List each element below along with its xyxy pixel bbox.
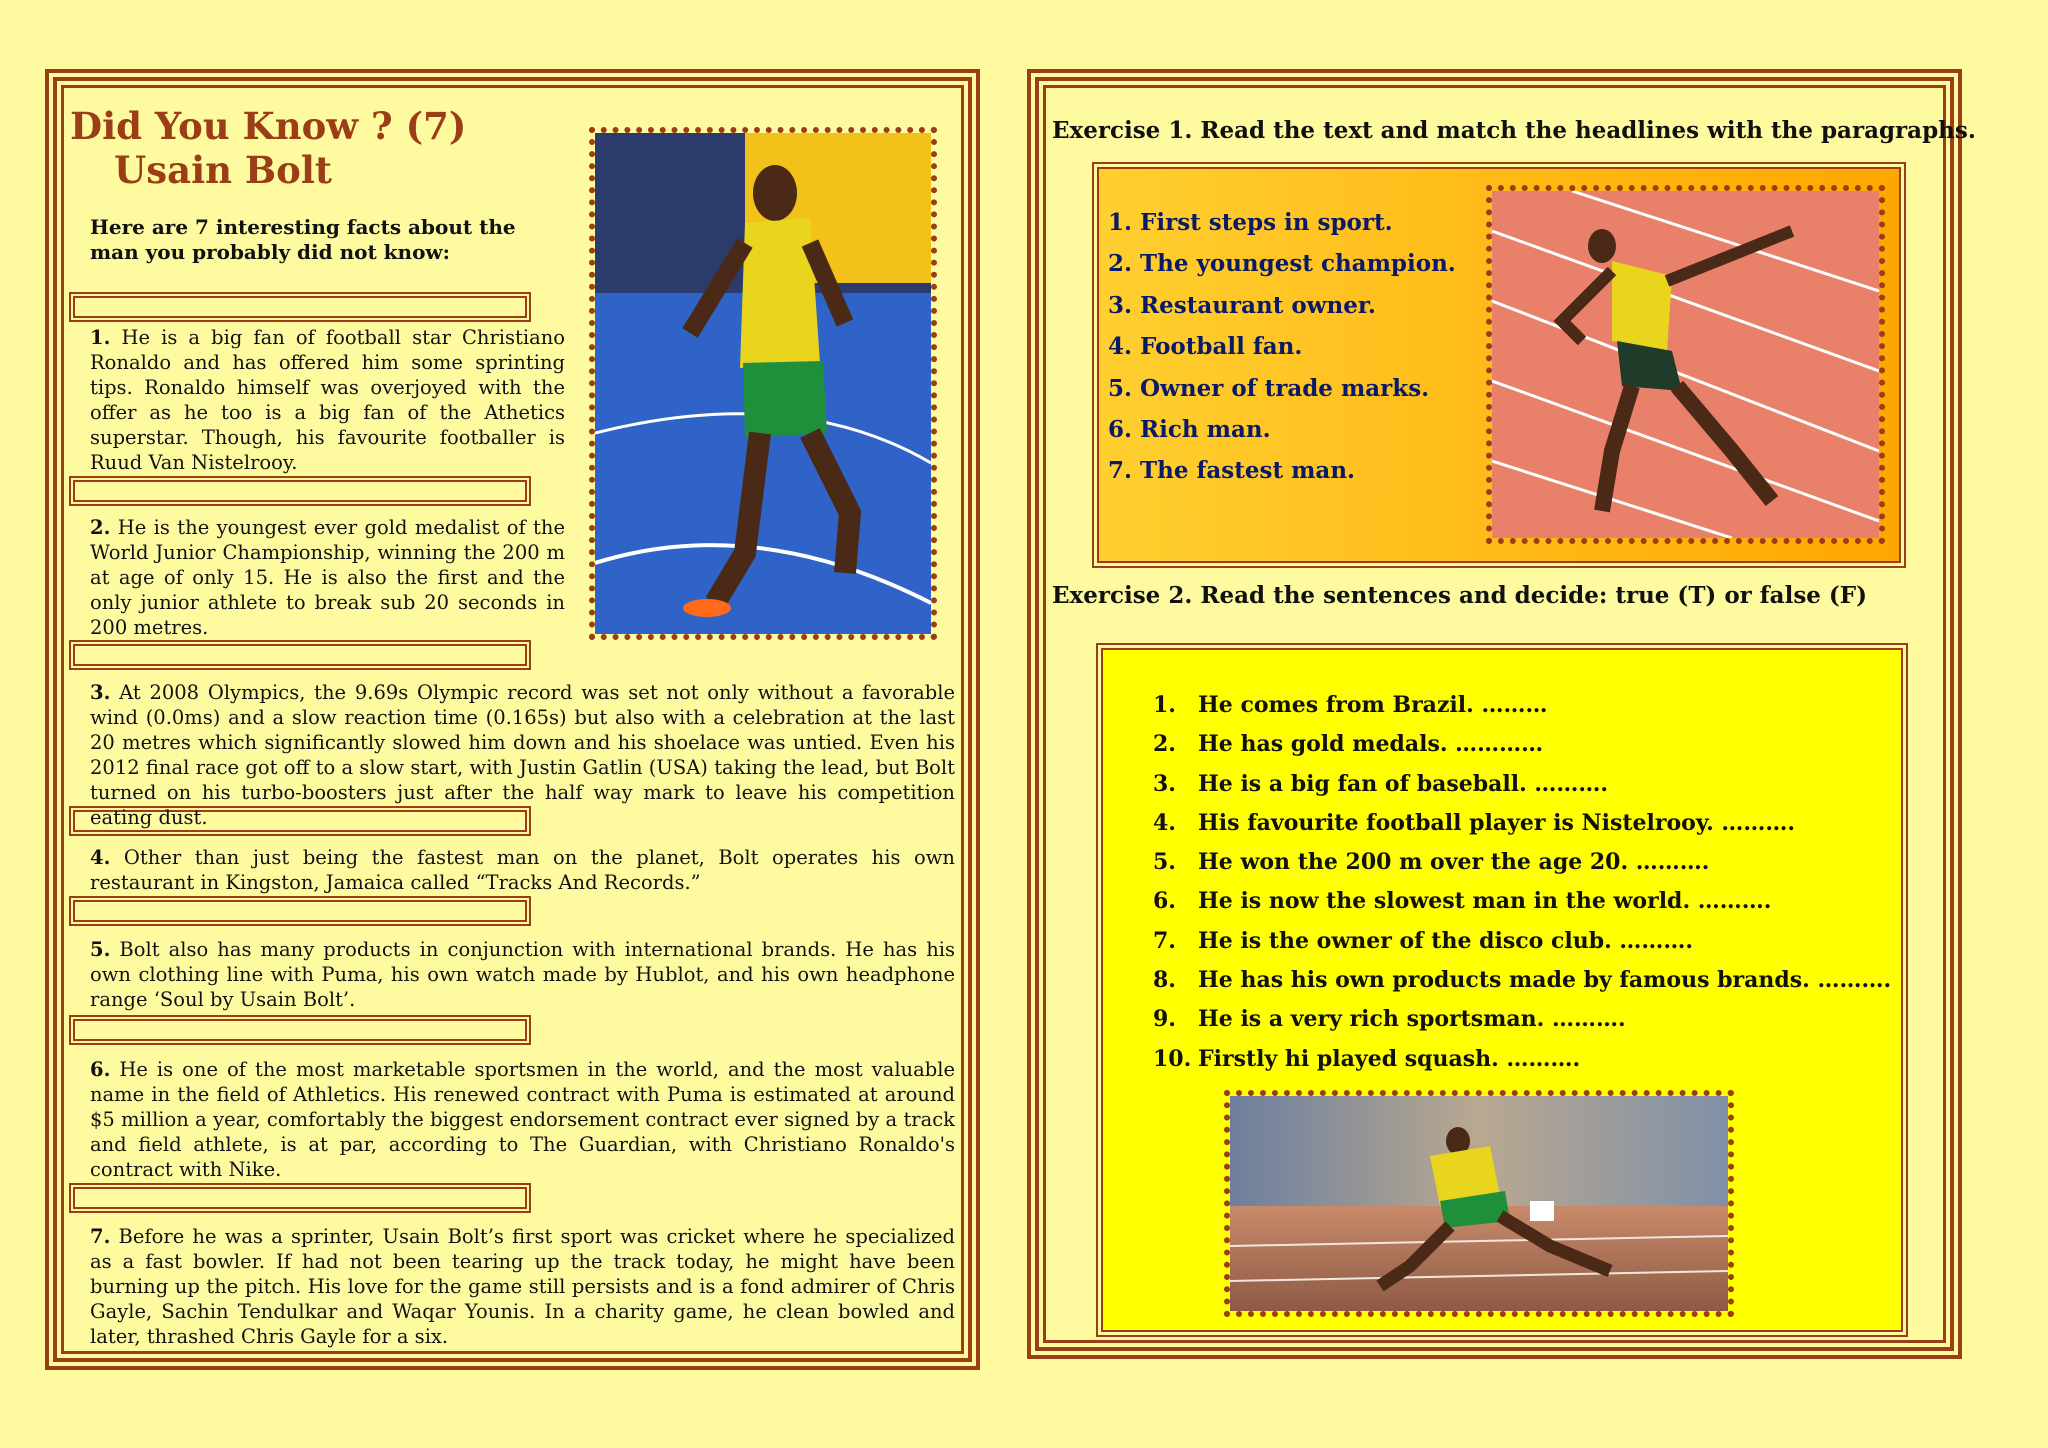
sentence-number: 5. (1153, 849, 1176, 876)
fact-number: 5. (90, 938, 111, 961)
fact-paragraph-3 (90, 680, 955, 830)
fact-text: He is the youngest ever gold medalist of the World Junior Championship, winning the 200 m at age of only 15. He is also the first and the only junior athlete to break sub 20 seconds in 200 metres. (90, 516, 565, 639)
fact-number: 2. (90, 516, 111, 539)
sentence-number: 8. (1153, 967, 1176, 994)
sentence-item (1153, 847, 1891, 886)
sprint-blur-illustration (1230, 1096, 1728, 1311)
sentence-number: 6. (1153, 888, 1176, 915)
sentence-number: 7. (1153, 927, 1176, 954)
fact-paragraph-7 (90, 1224, 955, 1349)
sentence-text: He is now the slowest man in the world. ………. (1198, 888, 1772, 915)
fact-number: 7. (90, 1225, 111, 1248)
headline-answer-box-7[interactable] (69, 1183, 531, 1213)
sentence-text: He has his own products made by famous brands. ………. (1198, 967, 1892, 994)
fact-number: 6. (90, 1058, 111, 1081)
headline-answer-box-1[interactable] (69, 292, 531, 322)
headline-item: 3. Restaurant owner. (1108, 291, 1376, 319)
fact-number: 1. (90, 326, 111, 349)
headline-item: 4. Football fan. (1108, 333, 1303, 361)
sentence-text: He is a big fan of baseball. ………. (1198, 770, 1609, 797)
sentence-text: He comes from Brazil. ……… (1198, 692, 1548, 718)
sentence-item (1153, 808, 1891, 847)
bolt-running-photo (589, 127, 937, 640)
headline-item: 6. Rich man. (1108, 415, 1271, 443)
fact-text: At 2008 Olympics, the 9.69s Olympic record was set not only without a favorable wind (0.0ms) and a slow reaction time (0.165s) but also with a celebration at the last 20 metres which significantly slowed him down and his shoelace was untied. Even his 2012 final race got off to a slow start, with Justin Gatlin (USA) taking the lead, but Bolt turned on his turbo-boosters just after the half way mark to leave his competition eating dust. (90, 681, 956, 829)
sentence-text: He has gold medals. ………… (1198, 731, 1544, 758)
sentence-item (1153, 769, 1891, 808)
headline-answer-box-2[interactable] (69, 476, 531, 506)
sentence-item (1153, 886, 1891, 925)
fact-paragraph-4 (90, 845, 955, 895)
fact-number: 3. (90, 681, 111, 704)
sentence-text: He is a very rich sportsman. ………. (1198, 1006, 1626, 1033)
fact-text: Bolt also has many products in conjunction with international brands. He has his own clothing line with Puma, his own watch made by Hublot, and his own headphone range ‘Soul by Usain Bolt’. (90, 938, 955, 1011)
exercise-1-title: Exercise 1. Read the text and match the headlines with the paragraphs. (1052, 117, 1976, 144)
sentence-item (1153, 926, 1891, 965)
sentence-text: Firstly hi played squash. ………. (1198, 1045, 1581, 1072)
track-pose-illustration (1492, 191, 1879, 538)
headline-answer-box-6[interactable] (69, 1015, 531, 1045)
sentence-item (1153, 965, 1891, 1004)
sentence-number: 1. (1153, 692, 1176, 718)
running-track-illustration (595, 133, 931, 634)
fact-number: 4. (90, 846, 111, 869)
headline-item: 7. The fastest man. (1108, 457, 1356, 485)
headline-item: 1. First steps in sport. (1108, 209, 1393, 236)
sentence-number: 9. (1153, 1006, 1176, 1033)
sentence-item (1153, 729, 1891, 768)
fact-text: Other than just being the fastest man on the planet, Bolt operates his own restaurant in Kingston, Jamaica called “Tracks And Records.” (90, 846, 955, 894)
sentence-item (1153, 1004, 1891, 1043)
exercise-2-sentence-list (1153, 690, 1891, 1083)
exercise-2-title: Exercise 2. Read the sentences and decide: true (T) or false (F) (1052, 582, 1868, 609)
sentence-number: 4. (1153, 809, 1176, 836)
sentence-item (1153, 1044, 1891, 1083)
title-line-2: Usain Bolt (114, 148, 333, 192)
fact-paragraph-5 (90, 937, 955, 1012)
sentence-number: 10. (1153, 1045, 1192, 1072)
fact-text: He is one of the most marketable sportsmen in the world, and the most valuable name in the field of Athletics. His renewed contract with Puma is estimated at around $5 million a year, comfortably the biggest endorsement contract ever signed by a track and field athlete, is at par, according to The Guardian, with Christiano Ronaldo's contract with Nike. (90, 1058, 955, 1181)
sentence-item (1153, 690, 1891, 729)
sentence-number: 2. (1153, 731, 1176, 758)
headline-item: 5. Owner of trade marks. (1108, 374, 1430, 402)
fact-paragraph-2 (90, 515, 565, 640)
fact-paragraph-6 (90, 1057, 955, 1182)
sentence-text: His favourite football player is Nistelrooy. ………. (1198, 809, 1796, 836)
sentence-text: He won the 200 m over the age 20. ………. (1198, 849, 1710, 876)
headline-item: 2. The youngest champion. (1108, 250, 1456, 278)
intro-text: Here are 7 interesting facts about the man you probably did not know: (90, 215, 516, 264)
fact-text: Before he was a sprinter, Usain Bolt’s first sport was cricket where he specialized as a fast bowler. If had not been tearing up the track today, he might have been burning up the pitch. His love for the game still persists and is a fond admirer of Chris Gayle, Sachin Tendulkar and Waqar Younis. In a charity game, he clean bowled and later, thrashed Chris Gayle for a six. (90, 1225, 955, 1348)
page-title (70, 104, 466, 192)
sentence-number: 3. (1153, 770, 1176, 797)
headline-answer-box-3[interactable] (69, 640, 531, 670)
sentence-text: He is the owner of the disco club. ………. (1198, 927, 1694, 954)
bolt-sprinting-photo (1224, 1090, 1734, 1317)
headline-answer-box-5[interactable] (69, 896, 531, 926)
fact-paragraph-1 (90, 325, 565, 475)
title-line-1: Did You Know ? (7) (70, 104, 467, 148)
fact-text: He is a big fan of football star Christiano Ronaldo and has offered him some sprinting tips. Ronaldo himself was overjoyed with the offer as he too is a big fan of the Athetics superstar. Though, his favourite footballer is Ruud Van Nistelrooy. (90, 326, 566, 474)
exercise-1-headline-list (1108, 208, 1456, 498)
bolt-lightning-pose-photo (1486, 185, 1885, 544)
